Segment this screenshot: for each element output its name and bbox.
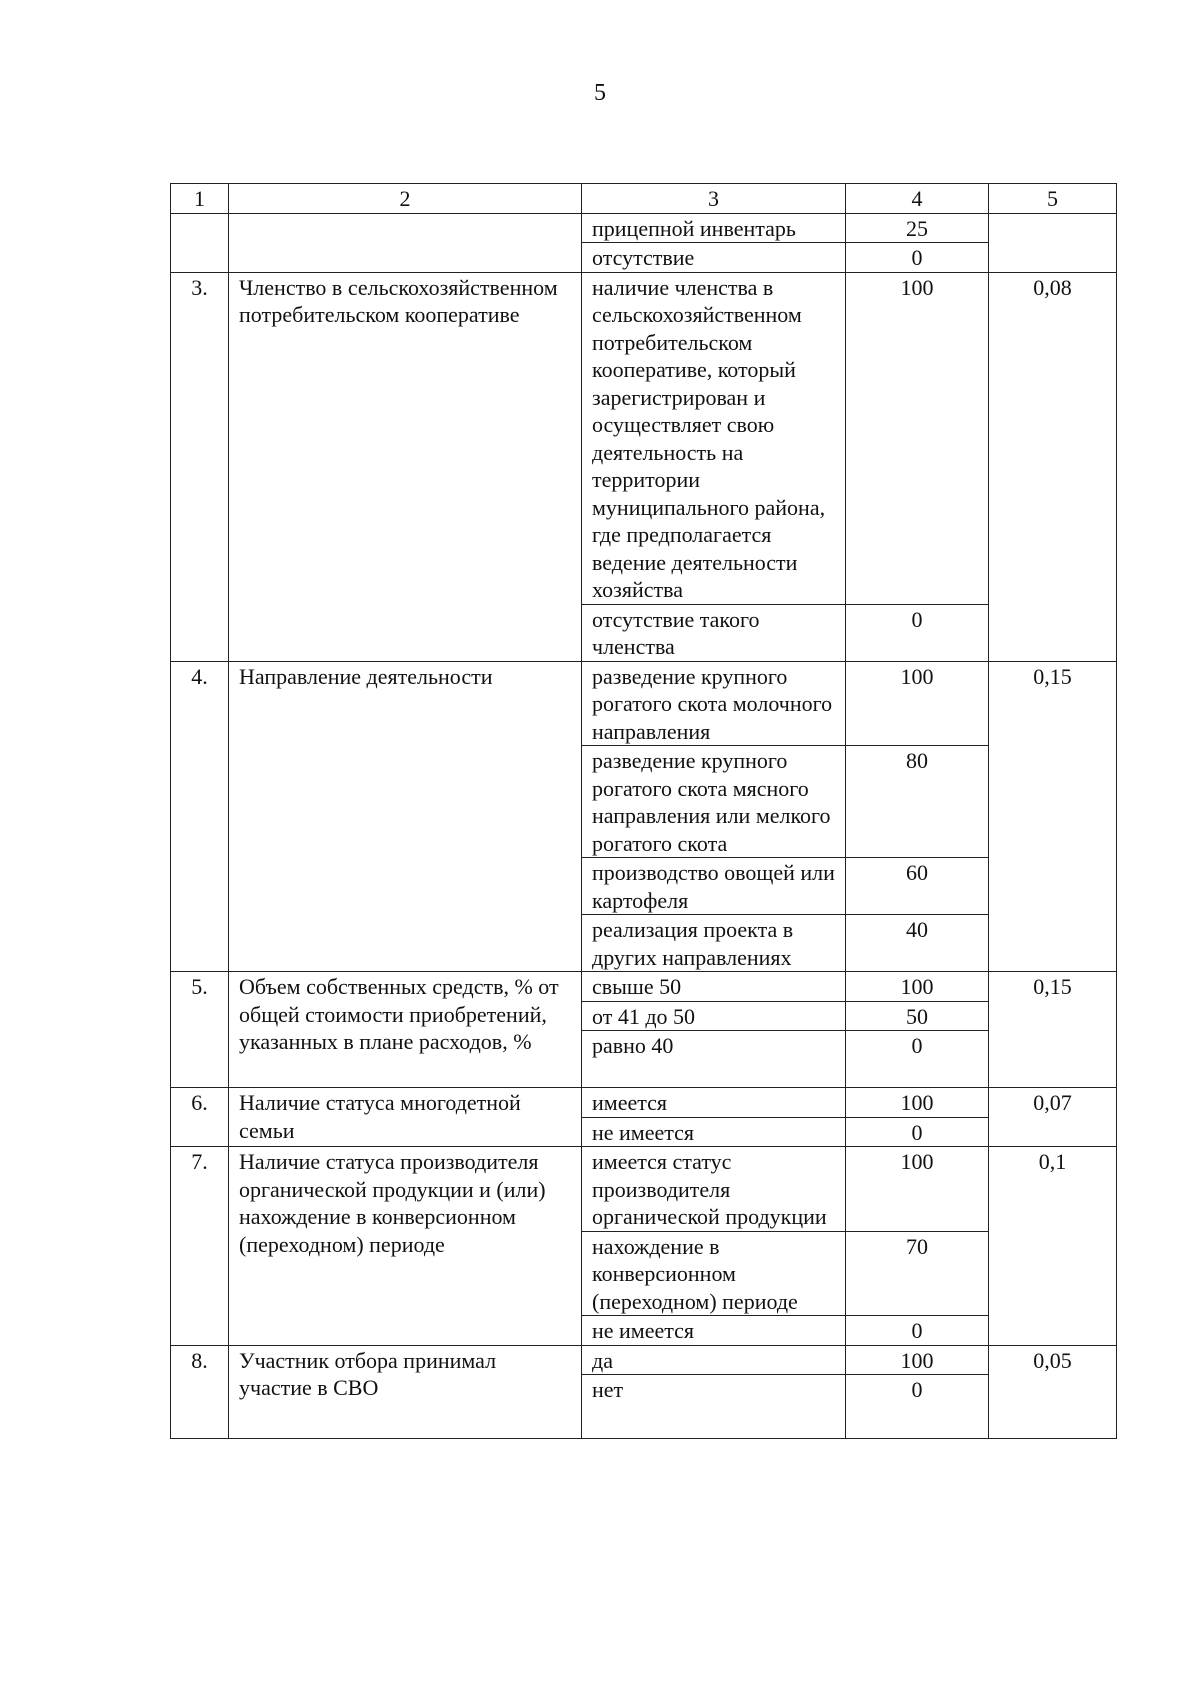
row-number: 4.: [171, 661, 229, 972]
table-row: [171, 272, 1117, 604]
table-row: [171, 972, 1117, 1002]
option-score: 100: [846, 1345, 989, 1375]
header-col-4: 4: [846, 184, 989, 214]
table-row: [171, 1147, 1117, 1232]
criterion-text: Наличие статуса многодетной семьи: [229, 1088, 582, 1147]
header-col-1: 1: [171, 184, 229, 214]
option-score: 0: [846, 1375, 989, 1439]
table-row: [171, 1088, 1117, 1118]
option-label: наличие членства в сельскохозяйственном потребительском кооперативе, который зарегистрирован и осуществляет свою деятельность на территории муниципального района, где предполагается ведение деятельности хозяйства: [582, 272, 846, 604]
option-score: 100: [846, 972, 989, 1002]
option-score: 0: [846, 1316, 989, 1346]
number-cell: [171, 213, 229, 272]
option-score: 0: [846, 1117, 989, 1147]
weight-value: 0,08: [989, 272, 1117, 661]
option-label: от 41 до 50: [582, 1001, 846, 1031]
option-score: 100: [846, 1088, 989, 1118]
option-score: 0: [846, 1031, 989, 1088]
row-number: 5.: [171, 972, 229, 1088]
option-label: нахождение в конверсионном (переходном) периоде: [582, 1231, 846, 1316]
criterion-text: Наличие статуса производителя органической продукции и (или) нахождение в конверсионном (переходном) периоде: [229, 1147, 582, 1346]
weight-value: 0,15: [989, 972, 1117, 1088]
criterion-cell: [229, 213, 582, 272]
header-row: [171, 184, 1117, 214]
criterion-text: Объем собственных средств, % от общей стоимости приобретений, указанных в плане расходов, %: [229, 972, 582, 1088]
option-label: свыше 50: [582, 972, 846, 1002]
option-label: да: [582, 1345, 846, 1375]
option-label: не имеется: [582, 1117, 846, 1147]
option-score: 0: [846, 243, 989, 273]
option-label: прицепной инвентарь: [582, 213, 846, 243]
option-label: отсутствие такого членства: [582, 604, 846, 661]
option-label: не имеется: [582, 1316, 846, 1346]
criteria-table: [170, 183, 1117, 1439]
page-number: 5: [594, 80, 606, 106]
weight-value: 0,05: [989, 1345, 1117, 1439]
header-col-2: 2: [229, 184, 582, 214]
criterion-text: Участник отбора принимал участие в СВО: [229, 1345, 582, 1439]
criterion-text: Членство в сельскохозяйственном потребительском кооперативе: [229, 272, 582, 661]
option-label: разведение крупного рогатого скота молочного направления: [582, 661, 846, 746]
row-number: 7.: [171, 1147, 229, 1346]
option-score: 100: [846, 1147, 989, 1232]
option-score: 25: [846, 213, 989, 243]
option-score: 100: [846, 272, 989, 604]
table-row: [171, 213, 1117, 243]
option-label: имеется: [582, 1088, 846, 1118]
row-number: 8.: [171, 1345, 229, 1439]
table-row: [171, 661, 1117, 746]
weight-value: 0,1: [989, 1147, 1117, 1346]
option-score: 100: [846, 661, 989, 746]
option-score: 80: [846, 746, 989, 858]
table-row: [171, 1345, 1117, 1375]
option-score: 40: [846, 915, 989, 972]
option-score: 70: [846, 1231, 989, 1316]
option-label: нет: [582, 1375, 846, 1439]
option-label: реализация проекта в других направлениях: [582, 915, 846, 972]
option-score: 0: [846, 604, 989, 661]
option-label: производство овощей или картофеля: [582, 858, 846, 915]
option-label: разведение крупного рогатого скота мясного направления или мелкого рогатого скота: [582, 746, 846, 858]
option-label: равно 40: [582, 1031, 846, 1088]
row-number: 3.: [171, 272, 229, 661]
weight-value: 0,15: [989, 661, 1117, 972]
option-label: имеется статус производителя органической продукции: [582, 1147, 846, 1232]
row-number: 6.: [171, 1088, 229, 1147]
option-label: отсутствие: [582, 243, 846, 273]
option-score: 50: [846, 1001, 989, 1031]
option-score: 60: [846, 858, 989, 915]
criterion-text: Направление деятельности: [229, 661, 582, 972]
weight-value: 0,07: [989, 1088, 1117, 1147]
weight-cell: [989, 213, 1117, 272]
header-col-3: 3: [582, 184, 846, 214]
header-col-5: 5: [989, 184, 1117, 214]
